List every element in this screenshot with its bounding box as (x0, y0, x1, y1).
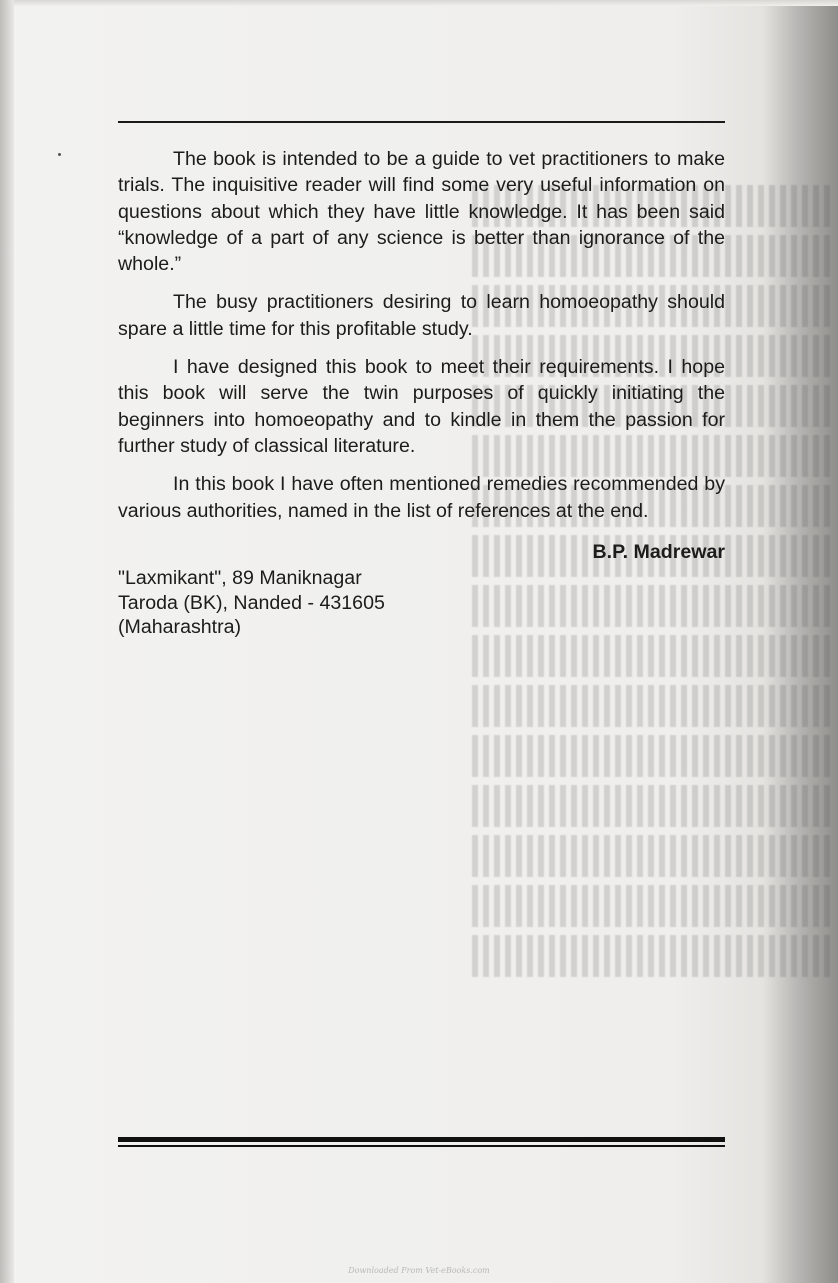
bottom-thin-rule (118, 1145, 725, 1147)
paragraph-2: The busy practitioners desiring to learn homoeopathy should spare a little time for this profitable study. (118, 291, 725, 340)
top-rule (118, 121, 725, 123)
address-line-3: (Maharashtra) (118, 616, 242, 638)
paragraph-1: The book is intended to be a guide to vet practitioners to make trials. The inquisitive reader will find some very useful information on questions about which they have little knowledge. It has been said “knowledge of a part of any science is better than ignorance of the whole.” (118, 148, 725, 276)
page-top-edge (0, 0, 838, 6)
paragraph-3: I have designed this book to meet their requirements. I hope this book will serve the twin purposes of quickly initiating the beginners into homoeopathy and to kindle in them the passion for further study of classical literature. (118, 356, 725, 457)
scan-speck (58, 153, 61, 156)
paragraph-4: In this book I have often mentioned remedies recommended by various authorities, named in the list of references at the end. (118, 473, 725, 522)
address-line-1: "Laxmikant", 89 Maniknagar (118, 567, 362, 589)
download-watermark: Downloaded From Vet-eBooks.com (348, 1266, 490, 1275)
preface-text (118, 146, 725, 536)
bottom-thick-rule (118, 1137, 725, 1142)
author-signature: B.P. Madrewar (592, 541, 725, 563)
address-line-2: Taroda (BK), Nanded - 431605 (118, 591, 385, 614)
author-address (118, 566, 518, 640)
page-left-edge (0, 0, 14, 1283)
